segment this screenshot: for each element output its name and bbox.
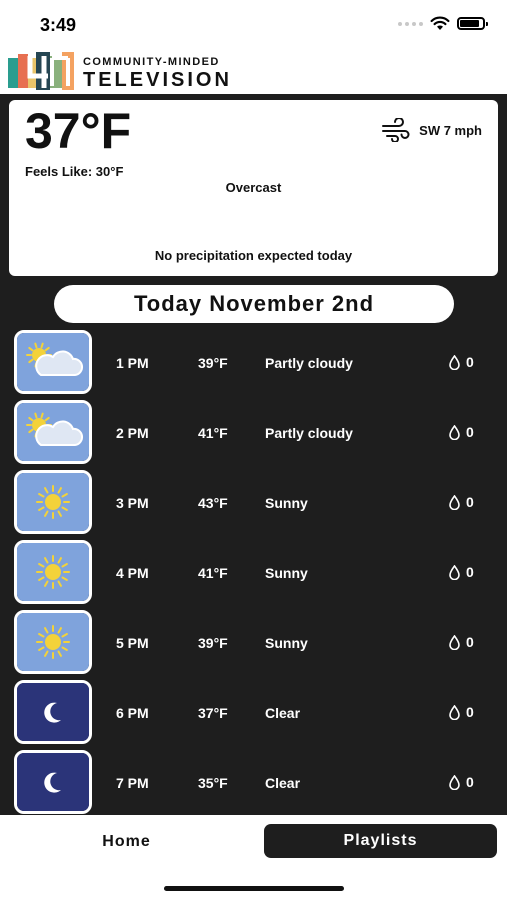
sun-icon — [14, 610, 92, 674]
current-conditions-card — [9, 100, 498, 276]
station-logo — [8, 50, 76, 92]
forecast-precipitation-value: 0 — [466, 704, 474, 720]
forecast-precipitation — [449, 494, 474, 510]
forecast-precipitation-value: 0 — [466, 424, 474, 440]
moon-icon — [14, 680, 92, 744]
home-indicator — [164, 886, 344, 891]
forecast-time: 6 PM — [116, 705, 149, 721]
forecast-precipitation-value: 0 — [466, 354, 474, 370]
status-time: 3:49 — [40, 15, 77, 35]
forecast-time: 4 PM — [116, 565, 149, 581]
forecast-temperature: 37°F — [198, 705, 228, 721]
forecast-condition: Partly cloudy — [265, 355, 353, 371]
forecast-condition: Clear — [265, 705, 301, 721]
forecast-row — [0, 400, 507, 468]
forecast-temperature: 41°F — [198, 425, 228, 441]
forecast-row — [0, 330, 507, 398]
forecast-precipitation — [449, 564, 474, 580]
partly-cloudy-icon — [14, 400, 92, 464]
raindrop-icon — [449, 635, 460, 650]
forecast-temperature: 41°F — [198, 565, 228, 581]
precipitation-summary: No precipitation expected today — [154, 248, 353, 263]
wind-text: SW 7 mph — [419, 122, 482, 138]
forecast-temperature: 39°F — [198, 635, 228, 651]
forecast-row — [0, 610, 507, 678]
feels-like: Feels Like: 30°F — [25, 164, 124, 179]
raindrop-icon — [449, 425, 460, 440]
forecast-condition: Partly cloudy — [265, 425, 353, 441]
status-bar — [0, 0, 507, 48]
forecast-row — [0, 470, 507, 538]
brand-name-line1: COMMUNITY-MINDED — [83, 56, 220, 68]
forecast-precipitation-value: 0 — [466, 494, 474, 510]
bottom-nav — [0, 815, 507, 900]
raindrop-icon — [449, 705, 460, 720]
forecast-time: 5 PM — [116, 635, 149, 651]
signal-icon — [398, 22, 423, 26]
battery-icon — [457, 17, 485, 30]
raindrop-icon — [449, 775, 460, 790]
forecast-condition: Sunny — [265, 635, 308, 651]
forecast-precipitation-value: 0 — [466, 774, 474, 790]
sun-icon — [14, 540, 92, 604]
raindrop-icon — [449, 355, 460, 370]
current-temperature: 37°F — [25, 103, 132, 159]
wind-icon — [381, 118, 411, 142]
date-label: Today November 2nd — [54, 285, 454, 323]
forecast-row — [0, 680, 507, 748]
forecast-condition: Sunny — [265, 495, 308, 511]
forecast-row — [0, 540, 507, 608]
wind-info — [381, 118, 482, 142]
forecast-condition: Clear — [265, 775, 301, 791]
forecast-precipitation-value: 0 — [466, 634, 474, 650]
raindrop-icon — [449, 565, 460, 580]
forecast-condition: Sunny — [265, 565, 308, 581]
brand-name-line2: TELEVISION — [83, 69, 232, 91]
forecast-precipitation — [449, 634, 474, 650]
brand-header — [0, 48, 507, 94]
partly-cloudy-icon — [14, 330, 92, 394]
raindrop-icon — [449, 495, 460, 510]
status-icons — [398, 16, 485, 31]
playlists-tab[interactable]: Playlists — [264, 824, 497, 858]
home-tab[interactable]: Home — [102, 833, 151, 850]
forecast-row — [0, 750, 507, 818]
wifi-icon — [430, 16, 450, 31]
forecast-time: 1 PM — [116, 355, 149, 371]
forecast-precipitation — [449, 774, 474, 790]
moon-icon — [14, 750, 92, 814]
forecast-precipitation-value: 0 — [466, 564, 474, 580]
forecast-precipitation — [449, 424, 474, 440]
forecast-time: 3 PM — [116, 495, 149, 511]
forecast-precipitation — [449, 704, 474, 720]
sun-icon — [14, 470, 92, 534]
forecast-temperature: 35°F — [198, 775, 228, 791]
forecast-temperature: 39°F — [198, 355, 228, 371]
forecast-temperature: 43°F — [198, 495, 228, 511]
current-condition: Overcast — [225, 180, 282, 195]
forecast-time: 7 PM — [116, 775, 149, 791]
forecast-time: 2 PM — [116, 425, 149, 441]
forecast-precipitation — [449, 354, 474, 370]
